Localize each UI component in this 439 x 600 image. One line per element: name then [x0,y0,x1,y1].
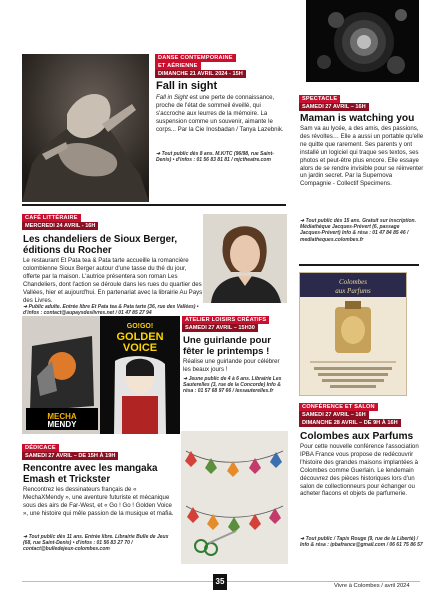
danse-body-em: Fall in Sight [156,94,188,101]
conference-body: Pour cette nouvelle conférence l'association IPBA France vous propose de redécouvrir l'histoire des grandes maisons implantées à Colombes comme Guerlain. Le lendemain découvrez des pièces historiques lors d'un salon de collectionneurs pour échanger ou acheter flacons et objets de parfumerie. [300,443,419,498]
dedicace-info-text: Tout public dès 11 ans. Entrée libre. Librairie Bulle de Jeux (68, rue Saint-Denis) • d'infos : 01 56 83 27 70 / contact@bulledejeux-colombes.com [23,534,169,553]
flower-photo [306,0,419,82]
manga-cover-2-art [100,316,180,434]
arrow-icon: ➜ [23,534,29,540]
conference-date-1: SAMEDI 27 AVRIL – 16H [299,411,369,419]
divider-right-1 [299,264,419,266]
atelier-body: Réalise une guirlande pour célébrer les beaux jours ! [183,358,280,373]
spectacle-info [300,218,422,243]
garland-photo-art [181,431,288,564]
danse-title: Fall in sight [156,80,218,92]
arrow-icon: ➜ [300,218,306,224]
manga-cover-1 [22,316,102,434]
cafe-body: Le restaurant Et Pata tea & Pata tarte accueille la romancière colombienne Sioux Berger autour d'une tasse du thé du jour, offerte par la maison. L'autrice présentera son roman Les Chandeliers, dont l'action se déroule dans les rues du quartier des Vallées, hier et aujourd'hui. En partenariat avec la librairie Au Pays des Livres. [23,257,203,304]
dedicace-title: Rencontre avec les mangaka Emash et Trickster [23,463,158,485]
atelier-info [183,376,287,395]
arrow-icon: ➜ [183,376,189,382]
dance-photo-art [22,54,149,202]
spectacle-body: Sam va au lycée, a des amis, des passions, des révoltes… Elle a aussi un portable qu'elle ne quitte que rarement. Ses parents y ont installé un logiciel qui traque ses textos, ses photos et peut-être plus encore. Elle essaye alors de se rendre invisible pour se réinventer un jardin secret. Par la Supernova Compagnie - Collectif Specimens. [300,125,424,188]
svg-text:MENDY: MENDY [47,420,77,429]
dance-photo [22,54,149,202]
arrow-icon: ➜ [23,304,29,310]
cafe-info-text: Public adulte. Entrée libre Et Pata tea & Pata tarte (36, rue des Vallées) • d'infos : contact@aupaysdeslivres.net / 01 47 85 27 94 [23,304,199,317]
atelier-info-text: Jeune public de 4 à 6 ans. Librairie Les Sauterelles (3, rue de la Concorde) Info & résa : 01 57 68 97 66 / lessauterelles.fr [183,376,282,395]
spectacle-title: Maman is watching you [300,113,415,124]
svg-text:GOLDEN: GOLDEN [116,331,164,343]
arrow-icon: ➜ [300,536,306,542]
spectacle-tag: SPECTACLE [299,95,340,103]
svg-text:aux Parfums: aux Parfums [335,287,371,295]
arrow-icon: ➜ [156,151,162,157]
flower-photo-art [306,0,419,82]
cafe-tag: CAFÉ LITTÉRAIRE [22,214,81,222]
danse-body [156,94,286,134]
garland-photo [181,431,288,564]
conference-info [300,536,424,548]
danse-info [156,151,284,163]
danse-date: DIMANCHE 21 AVRIL 2024 - 15H [155,70,246,78]
atelier-tag: ATELIER LOISIRS CRÉATIFS [182,316,269,324]
atelier-title: Une guirlande pour fêter le printemps ! [183,335,271,357]
author-photo [203,214,287,303]
svg-text:MECHA: MECHA [47,412,77,421]
cafe-info [23,304,205,316]
conference-title: Colombes aux Parfums [300,431,414,442]
conference-date-2: DIMANCHE 28 AVRIL – DE 9H À 16H [299,419,401,427]
atelier-date: SAMEDI 27 AVRIL – 15H30 [182,324,258,332]
dedicace-date: SAMEDI 27 AVRIL – DE 15H À 19H [22,452,118,460]
spectacle-info-text: Tout public dès 15 ans. Gratuit sur inscription. Médiathèque Jacques-Prévert (6, passage Jacques-Prévert) Info & résa : 01 47 84 85 46 / mediatheques.colombes.fr [300,218,416,243]
danse-info-text: Tout public dès 8 ans. M.K/TC (96/98, rue Saint-Denis) • d'infos : 01 56 83 81 81 / mjctheatre.com [156,151,274,164]
conference-info-text: Tout public / Tapis Rouge (9, rue de la Liberté) / Info & résa : ipbafrance@gmail.com / 06 61 75 86 57 [300,536,423,549]
page-number-box [213,574,227,590]
parfum-poster-art [300,273,406,395]
svg-text:GO!GO!: GO!GO! [126,323,154,330]
cafe-title: Les chandeliers de Sioux Berger, éditions du Rocher [23,234,178,256]
parfum-poster [299,272,407,396]
danse-body-text: est une perte de connaissance, proche de l'état de sommeil éveillé, qui s'accroche aux leurres de la mémoire. La suspension comme un souvenir, aimante le corps... Par la Cie Inosbadan / Tanya Lazebnik. [156,94,284,133]
divider-top-left [22,204,286,206]
danse-tag-2: ET AÉRIENNE [155,62,201,70]
page-number: 35 [215,577,225,586]
manga-cover-1-art [22,316,102,434]
manga-cover-2 [100,316,180,434]
author-photo-art [203,214,287,303]
cafe-date: MERCREDI 24 AVRIL - 16H [22,222,98,230]
conference-tag: CONFÉRENCE ET SALON [299,403,378,411]
dedicace-tag: DÉDICACE [22,444,59,452]
magazine-name: Vivre à Colombes / avril 2024 [334,583,410,589]
danse-tag-1: DANSE CONTEMPORAINE [155,54,236,62]
dedicace-body: Rencontrez les dessinateurs français de « MechaXMendy », une aventure futuriste et mécanique sous des airs de Far-West, et « Go ! Go ! Golden Voice », une histoire qui mêle passion de la musique et mafia. [23,486,174,517]
dedicace-info [23,534,177,553]
svg-text:VOICE: VOICE [122,342,158,354]
spectacle-date: SAMEDI 27 AVRIL – 16H [299,103,369,111]
svg-text:Colombes: Colombes [339,278,367,286]
